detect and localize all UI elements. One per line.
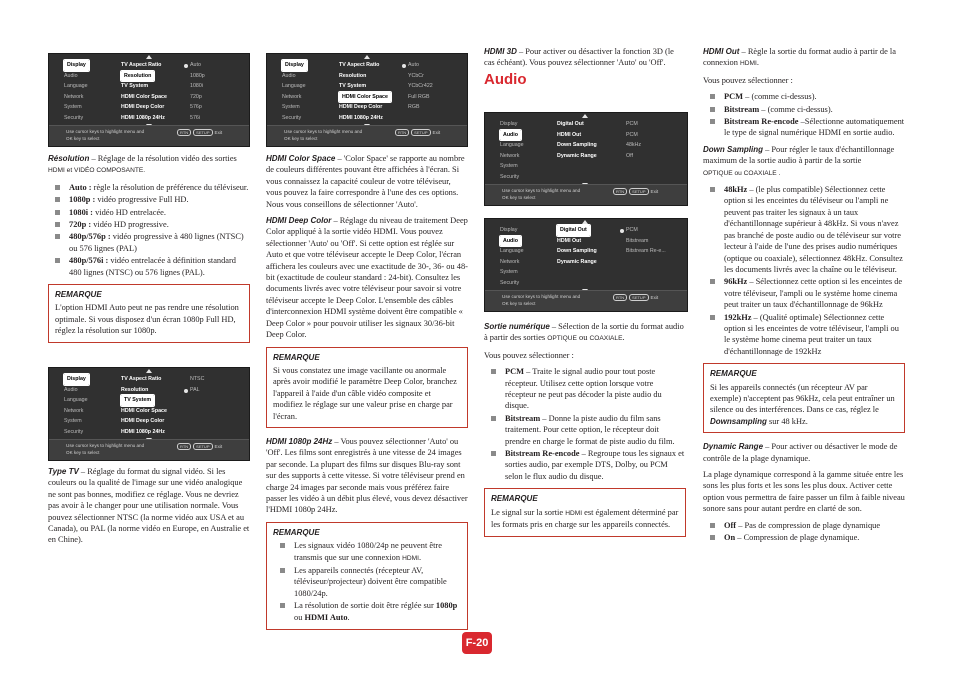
rtn-button-icon: RTN [613,188,627,195]
menu-row [49,60,249,71]
menu-cell: Network [500,258,520,265]
menu-cell: Full RGB [408,93,430,100]
page-number: F-20 [462,632,492,654]
list-item: Bitstream – (comme ci-dessus). [703,104,905,115]
menu-row [267,92,467,103]
menu-cell: PAL [190,386,200,393]
setup-button-icon: SETUP [411,129,430,136]
column-1 [48,153,250,351]
digital-out-term: Sortie numérique [484,322,550,331]
menu-cell: 576i [190,114,201,121]
menu-row [485,151,687,162]
exit-label: Exit [214,130,223,135]
menu-screenshot-resolution [48,53,250,147]
menu-cell: PCM [626,121,638,127]
footer-buttons [613,294,658,301]
menu-cell: HDMI Deep Color [121,418,165,425]
column-2 [266,153,468,638]
menu-cell: TV Aspect Ratio [121,376,162,382]
note-text: Si les appareils connectés (un récepteur AV par exemple) n'acceptent pas 96kHz, cela peut entraîner un silence ou des interférences. Dans ce cas, réglez le Downsampling sur 48 kHz. [710,382,895,426]
down-sampling-term: Down Sampling [703,144,763,154]
note-box [266,347,468,428]
menu-cell: Language [500,248,524,255]
radio-dot-icon [184,389,188,393]
menu-cell: Display [500,121,518,127]
menu-cell: Display [64,374,89,385]
section-title-audio: Audio [484,70,527,88]
rtn-button-icon: RTN [613,294,627,301]
digital-out-paragraph: Sortie numérique – Sélection de la sortie du format audio à partir des sorties OPTIQUE ou COAXIALE. [484,322,684,343]
list-item: PCM – (comme ci-dessus). [703,91,905,102]
menu-row [485,119,687,130]
footer-hint: Use cursor keys to highlight menu and [502,188,581,193]
menu-cell: YCbCr422 [408,83,433,90]
note-title: REMARQUE [273,527,320,537]
note-title: REMARQUE [710,369,757,379]
column-1-bottom [48,466,250,551]
hdmi-24hz-term: HDMI 1080p 24Hz [266,436,333,446]
menu-footer [49,125,249,146]
menu-footer [267,125,467,146]
radio-dot-icon [184,64,188,68]
menu-row [49,374,249,385]
menu-cell: Language [282,83,306,90]
deep-color-paragraph: HDMI Deep Color – Réglage du niveau de traitement Deep Color appliqué à la sortie vidéo HDMI. Vous pouvez sélectionner 'Auto' ou 'Off'. Si cette option est réglée sur Auto et que votre téléviseur accepte le Deep Color, l'écran affichera les couleurs avec une exactitude de 30-, 36- ou 48-bit (exactitude de couleur standard : 24-bit). Consultez les documents livrés avec votre téléviseur pour savoir si votre téléviseur accepte le Deep Color. L'ensemble des câbles d'interconnexion HDMI système doivent être compatible « Deep Color » pour pouvoir utiliser les signaux 30/36-bit Deep Color. [266,216,468,340]
select-intro: Vous pouvez sélectionner : [484,350,574,360]
menu-cell: Language [64,397,88,404]
hdmi-out-term: HDMI Out [703,47,740,56]
menu-screenshot-audio-hdmi-out [484,218,688,312]
menu-rows [267,60,467,124]
menu-cell: HDMI Color Space [121,407,167,414]
list-item: Auto : règle la résolution de préférence du téléviseur. [48,182,250,193]
menu-cell: Network [500,152,520,159]
menu-cell: HDMI 1080p 24Hz [121,428,165,435]
note-text: Si vous constatez une image vacillante ou anormale après avoir modifié le paramètre Deep Color, branchez l'appareil à l'aide d'un câble vidéo composite et modifiez le réglage sur une valeur prise en charge par l'écran. [273,365,457,421]
menu-cell: Display [64,60,89,71]
list-item: Bitstream Re-encode –Sélectionne automatiquement le type de signal numérique HDMI en sortie audio. [703,116,905,139]
down-sampling-paragraph: Down Sampling – Pour régler le taux d'échantillonnage maximum de la sortie audio à partir de la sortie OPTIQUE ou COAXIALE . [703,144,895,177]
column-4 [703,46,905,548]
hdmi-3d-paragraph: HDMI 3D – Pour activer ou désactiver la fonction 3D (le cas échéant). Vous pouvez sélectionner 'Auto' ou 'Off'. [484,47,674,68]
menu-cell: Audio [500,236,521,247]
note-list [273,540,461,623]
dynamic-range-term: Dynamic Range [703,442,764,452]
menu-row [267,102,467,113]
menu-cell: Auto [190,62,201,68]
radio-dot-icon [402,64,406,68]
menu-cell: Resolution [121,71,154,82]
menu-row [49,406,249,417]
footer-hint: Use cursor keys to highlight menu and [284,129,363,134]
menu-cell: System [500,269,518,276]
menu-footer [485,290,687,311]
note-box [266,522,468,630]
menu-cell: System [282,104,300,111]
menu-row [49,92,249,103]
menu-cell: Dynamic Range [557,152,597,159]
rtn-button-icon: RTN [177,443,191,450]
menu-cell: TV Aspect Ratio [121,62,162,68]
menu-cell: Network [64,93,84,100]
menu-row [49,71,249,82]
menu-row [49,81,249,92]
menu-row [49,416,249,427]
setup-button-icon: SETUP [629,188,648,195]
menu-cell: 720p [190,93,202,100]
menu-cell: NTSC [190,376,205,382]
footer-hint: OK key to select [284,136,318,141]
menu-cell: Bitstream Re-e... [626,248,666,255]
menu-cell: 1080p [190,72,205,79]
menu-row [49,113,249,124]
menu-cell: Digital Out [557,225,590,236]
list-item: Bitstream – Donne la piste audio du film sans traitement. Pour cette option, le récepteur doit prendre en charge le format de piste audio du film. [484,413,686,447]
list-item: 720p : vidéo HD progressive. [48,219,250,230]
list-item: La résolution de sortie doit être réglée sur 1080p ou HDMI Auto. [273,600,461,623]
setup-button-icon: SETUP [193,443,212,450]
menu-cell: PCM [626,131,638,138]
note-title: REMARQUE [55,290,102,300]
footer-buttons [613,188,658,195]
tv-type-term: Type TV [48,467,79,476]
hdmi-3d-term: HDMI 3D [484,47,517,56]
menu-cell: Network [64,407,84,414]
menu-cell: Off [626,152,633,159]
menu-cell: Display [282,60,307,71]
menu-row [267,81,467,92]
note-text: Le signal sur la sortie HDMI est également déterminé par les formats pris en charge sur les appareils connectés. [491,507,679,530]
rtn-button-icon: RTN [177,129,191,136]
footer-hint: Use cursor keys to highlight menu and [502,294,581,299]
list-item: 480p/576i : vidéo entrelacée à définition standard 480 lignes (NTSC) ou 576 lignes (PAL). [48,255,250,278]
menu-cell: HDMI Out [557,131,582,138]
scroll-up-icon [582,220,588,224]
menu-row [49,427,249,438]
menu-cell: Security [64,428,84,435]
exit-label: Exit [650,295,659,300]
menu-cell: TV System [121,83,149,90]
menu-cell: Dynamic Range [557,258,597,265]
footer-hint: OK key to select [502,301,536,306]
menu-cell: System [64,418,82,425]
footer-hint: OK key to select [66,450,100,455]
menu-rows [49,60,249,124]
menu-row [485,267,687,278]
menu-cell: 576p [190,104,202,111]
scroll-up-icon [146,55,152,59]
list-item: 1080p : vidéo progressive Full HD. [48,194,250,205]
note-box [703,363,905,433]
digital-out-list [484,366,686,482]
menu-cell: Language [500,142,524,149]
setup-button-icon: SETUP [629,294,648,301]
menu-cell: HDMI Deep Color [339,104,383,111]
menu-cell: Network [282,93,302,100]
resolution-list [48,182,250,278]
column-3 [484,46,686,93]
dynamic-range-paragraph: Dynamic Range – Pour activer ou désactiver le mode de contrôle de la plage dynamique. [703,442,898,463]
menu-row [485,130,687,141]
menu-cell: Resolution [339,72,367,79]
menu-rows [49,374,249,438]
menu-cell: TV Aspect Ratio [339,62,380,68]
list-item: On – Compression de plage dynamique. [703,532,905,543]
exit-label: Exit [432,130,441,135]
menu-cell: Audio [282,72,296,79]
menu-row [485,257,687,268]
menu-row [485,161,687,172]
menu-cell: Down Sampling [557,142,597,149]
menu-row [267,60,467,71]
menu-cell: Language [64,83,88,90]
menu-row [267,113,467,124]
color-space-paragraph: HDMI Color Space – 'Color Space' se rapporte au nombre de couleurs différentes pouvant être affichées à l'écran. Si vous connaissez la capacité couleur de votre téléviseur, vous pouvez la faire correspondre à l'une des ces options. Nous vous conseillons de sélectionner 'Auto'. [266,154,465,209]
menu-cell: TV System [121,395,154,406]
menu-cell: System [64,104,82,111]
scroll-up-icon [364,55,370,59]
list-item: 96kHz – Sélectionnez cette option si les enceintes de votre téléviseur, l'ampli ou le système home cinema peut traiter un taux d'échantillonnage de 96kHz [703,276,905,310]
select-intro: Vous pouvez sélectionner : [703,75,793,85]
list-item: 192kHz – (Qualité optimale) Sélectionnez cette option si les enceintes de votre téléviseur, l'ampli ou le système home cinema peut traiter un taux d'échantillonnage de 192kHz [703,312,905,358]
deep-color-term: HDMI Deep Color [266,216,332,226]
list-item: Les appareils connectés (récepteur AV, téléviseur/projecteur) doivent être compatible 1080/24p. [273,565,461,599]
footer-buttons [177,129,222,136]
color-space-term: HDMI Color Space [266,154,336,163]
menu-row [485,225,687,236]
setup-button-icon: SETUP [193,129,212,136]
menu-cell: TV System [339,83,367,90]
menu-cell: Security [500,279,520,286]
menu-cell: 1080i [190,83,203,90]
menu-cell: HDMI Color Space [121,93,167,100]
menu-cell: HDMI Out [557,237,582,244]
note-title: REMARQUE [273,352,320,362]
menu-footer [485,184,687,205]
hdmi-24hz-paragraph: HDMI 1080p 24Hz – Vous pouvez sélectionner 'Auto' ou 'Off'. Les films sont enregistrés à une vitesse de 24 images par seconde. La plupart des films sur disques Blu-ray sont sur des supports à cette vitesse. Si votre téléviseur prend en charge 24 images par seconde mais vous préférez faire passer les vidéo à un débit plus élevé, vous devez désactiver l'HDMI 1080p 24Hz. [266,436,468,515]
menu-row [485,172,687,183]
menu-cell: HDMI Color Space [339,92,391,103]
menu-cell: Audio [64,386,78,393]
footer-hint: OK key to select [66,136,100,141]
menu-cell: HDMI 1080p 24Hz [339,114,383,121]
menu-cell: Security [64,114,84,121]
menu-cell: Auto [408,62,419,68]
footer-hint: OK key to select [502,195,536,200]
list-item: Bitstream Re-encode – Regroupe tous les signaux et sorties audio, par exemple DTS, Dolby, ou PCM selon le flux audio du disque. [484,448,686,482]
resolution-term: Résolution [48,154,90,163]
note-title: REMARQUE [491,494,538,504]
exit-label: Exit [214,444,223,449]
menu-cell: Display [500,227,518,233]
footer-hint: Use cursor keys to highlight menu and [66,129,145,134]
footer-buttons [177,443,222,450]
menu-cell: HDMI Deep Color [121,104,165,111]
hdmi-out-list [703,91,905,139]
menu-screenshot-color-space [266,53,468,147]
menu-row [49,102,249,113]
menu-cell: Resolution [121,386,149,393]
radio-dot-icon [620,229,624,233]
menu-footer [49,439,249,460]
resolution-outputs: HDMI et VIDÉO COMPOSANTE. [48,167,146,175]
menu-cell: Security [500,173,520,180]
menu-screenshot-tv-system [48,367,250,461]
footer-hint: Use cursor keys to highlight menu and [66,443,145,448]
menu-cell: RGB [408,104,420,111]
list-item: 48kHz – (le plus compatible) Sélectionnez cette option si les enceintes du téléviseur ou l'ampli ne peuvent pas traiter les signaux à un taux d'échantillonnage supérieur à 48kHz. Si vous n'avez pas branché de poste audio ou de téléviseur sur votre lecteur à l'aide de l'une des prises audio numériques (optique ou coaxiale), sélectionnez 48kHz. Consultez les documents livrés avec la chaîne ou le téléviseur. [703,184,905,275]
tv-type-paragraph: Type TV – Réglage du format du signal vidéo. Si les couleurs ou la qualité de l'image sur une vidéo analogique ne sont pas bonnes, modifiez ce réglage. Vous ne devriez pas avoir à le changer pour une utilisation normale. Vous pouvez sélectionner NTSC (la norme vidéo aux USA et au Canada), ou PAL (la norme vidéo en Europe, en Australie et en Chine). [48,467,250,545]
list-item: Les signaux vidéo 1080/24p ne peuvent être transmis que sur une connexion HDMI. [273,540,461,564]
menu-rows [485,119,687,183]
menu-row [485,140,687,151]
menu-cell: 48kHz [626,142,642,149]
menu-row [49,395,249,406]
dynamic-range-list [703,520,905,544]
rtn-button-icon: RTN [395,129,409,136]
menu-cell: YCbCr [408,72,424,79]
dynamic-range-description: La plage dynamique correspond à la gamme située entre les sons les plus forts et les sons les plus doux. Activer cette option vous permettra de faire passer un film à faible niveau sonore sans pour autant perdre en clarté de son. [703,470,905,514]
menu-row [49,385,249,396]
note-text: L'option HDMI Auto peut ne pas rendre une résolution optimale. Si vous disposez d'un écran 1080p Full HD, réglez la résolution sur 1080p. [55,303,239,336]
resolution-paragraph: Résolution – Réglage de la résolution vidéo des sorties HDMI et VIDÉO COMPOSANTE. [48,154,237,175]
hdmi-out-paragraph: HDMI Out – Règle la sortie du format audio à partir de la connexion HDMI. [703,47,896,68]
menu-row [485,278,687,289]
list-item: PCM – Traite le signal audio pour tout poste récepteur. Utilisez cette option lorsque votre récepteur ne peut pas décoder la piste audio du disque. [484,366,686,412]
menu-cell: Audio [64,72,78,79]
menu-cell: Digital Out [557,121,584,127]
menu-cell: Down Sampling [557,248,597,255]
note-box [48,284,250,343]
footer-buttons [395,129,440,136]
down-sampling-list [703,184,905,357]
menu-cell: HDMI 1080p 24Hz [121,114,165,121]
list-item: Off – Pas de compression de plage dynamique [703,520,905,531]
menu-cell: System [500,163,518,170]
menu-row [267,71,467,82]
menu-row [485,246,687,257]
menu-screenshot-audio-digital-out [484,112,688,206]
menu-row [485,236,687,247]
menu-rows [485,225,687,289]
note-box [484,488,686,536]
menu-cell: PCM [626,227,638,233]
column-3-bottom [484,321,686,545]
scroll-up-icon [582,114,588,118]
menu-cell: Bitstream [626,237,649,244]
list-item: 1080i : vidéo HD entrelacée. [48,207,250,218]
menu-cell: Security [282,114,302,121]
scroll-up-icon [146,369,152,373]
menu-cell: Audio [500,130,521,141]
list-item: 480p/576p : vidéo progressive à 480 lignes (NTSC) ou 576 lignes (PAL) [48,231,250,254]
exit-label: Exit [650,189,659,194]
